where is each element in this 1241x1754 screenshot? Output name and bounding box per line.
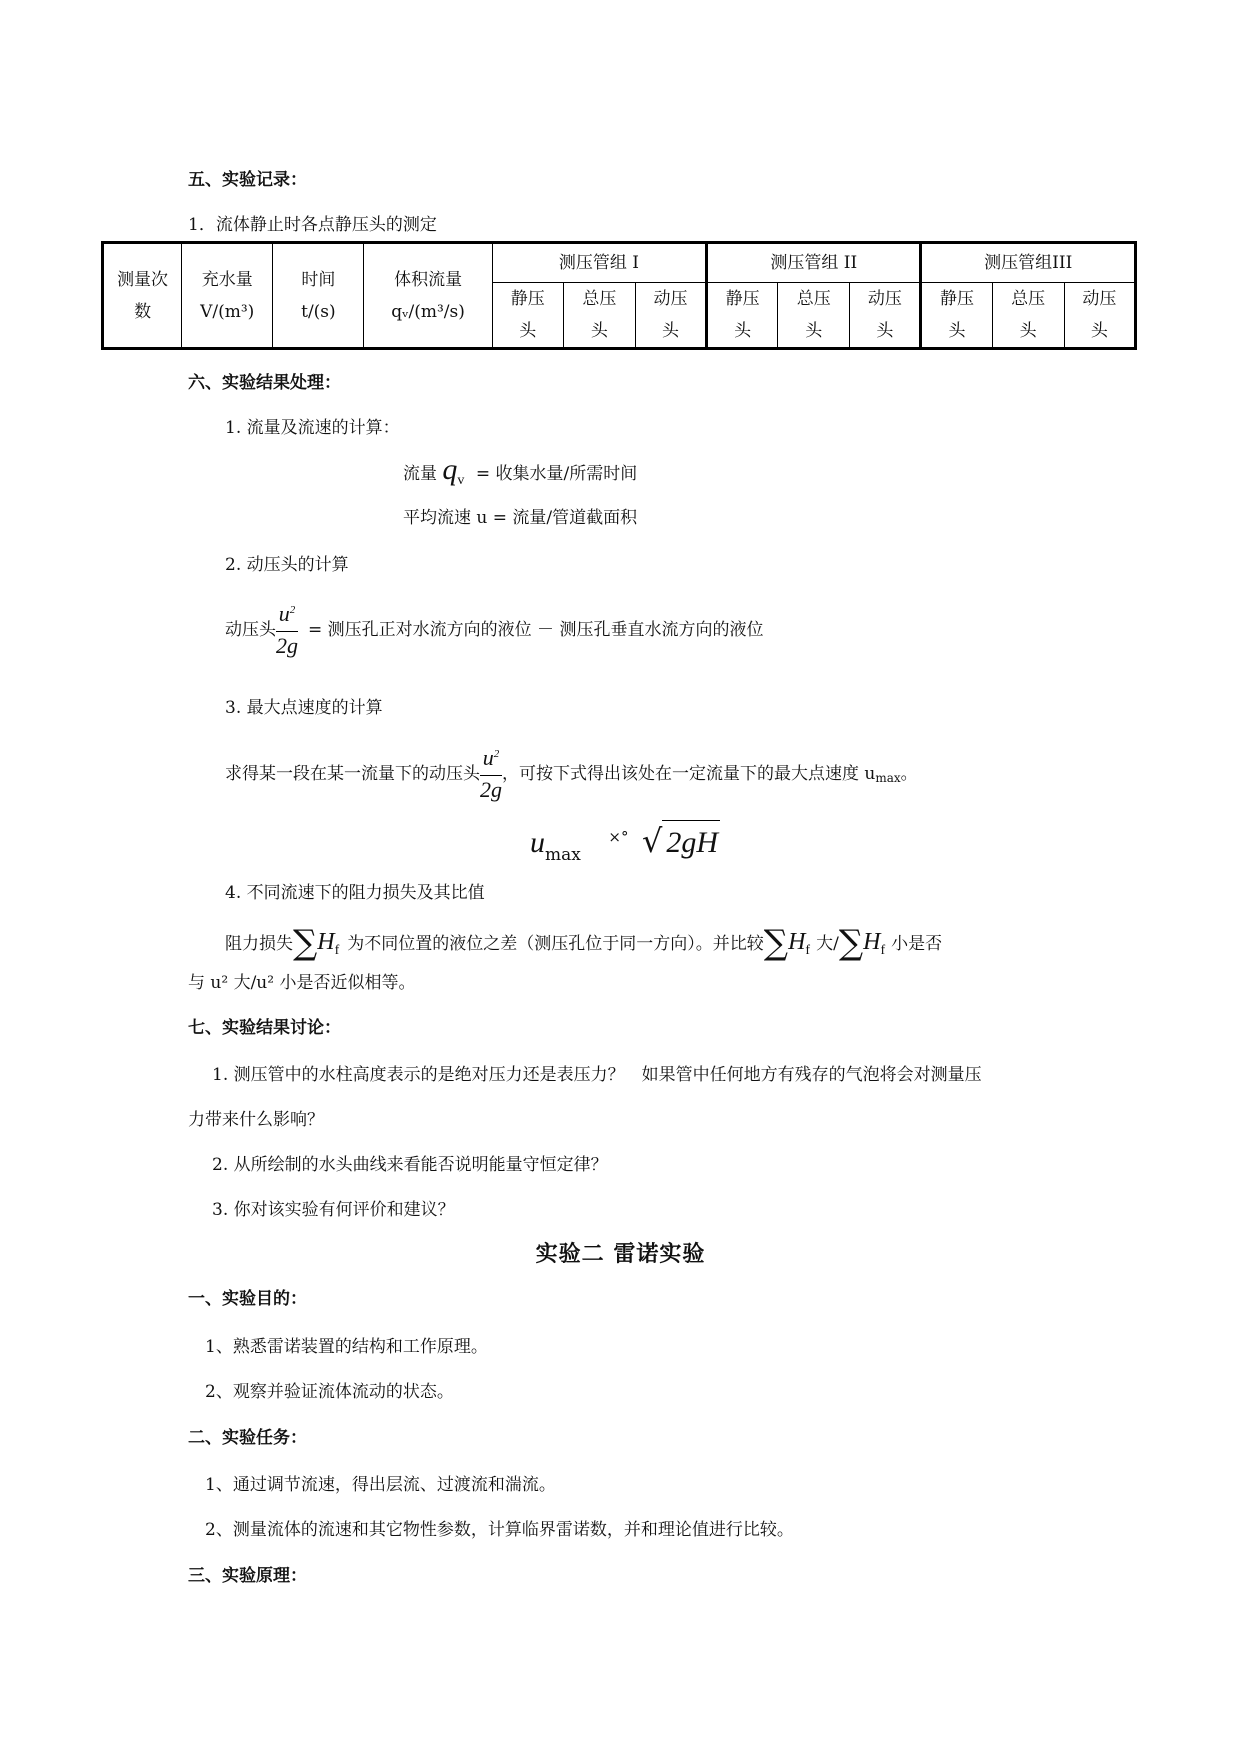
sub-dynamic-3: 动压 头 [1064, 283, 1135, 349]
umax-fraction [480, 745, 502, 804]
velocity-equation: 平均流速 u = 流量/管道截面积 [403, 508, 638, 528]
record-table [101, 241, 1137, 350]
sqrt-expression [642, 820, 720, 863]
loss-symbol: H [788, 929, 806, 955]
loss-line-2: 与 u² 大/u² 小是否近似相等。 [188, 973, 416, 993]
sub-total-2: 总压 头 [778, 283, 850, 349]
sum-icon: ∑ [293, 923, 318, 963]
record-item-1: 1．流体静止时各点静压头的测定 [188, 215, 437, 235]
loss-text-c: 大/ [816, 934, 839, 954]
sub-total-3: 总压 头 [992, 283, 1064, 349]
processing-item-4: 4. 不同流速下的阻力损失及其比值 [225, 883, 485, 903]
section-heading-purpose: 一、实验目的： [188, 1289, 307, 1309]
header-measure-count [103, 243, 182, 349]
section-heading-tasks: 二、实验任务： [188, 1428, 307, 1448]
dynamic-head-rhs: = 测压孔正对水流方向的液位 － 测压孔垂直水流方向的液位 [308, 620, 764, 640]
sum-icon: ∑ [838, 923, 864, 963]
fraction-numerator-exponent: 2 [289, 603, 296, 616]
discussion-q1-line2: 力带来什么影响？ [188, 1110, 324, 1130]
dynamic-head-fraction [276, 601, 298, 660]
umax-text-a: 求得某一段在某一流量下的动压头 [225, 764, 480, 784]
umax-fraction-numerator: u [482, 744, 494, 770]
sub-dynamic-2: 动压 头 [850, 283, 921, 349]
header-volume-flow [364, 243, 492, 349]
header-fill-volume-line2: V/(m³) [200, 301, 255, 322]
umax-symbol-sub: max [545, 845, 581, 865]
flow-symbol-sub: v [457, 473, 465, 488]
header-group-3: 测压管组III [921, 243, 1136, 283]
loss-text-d: 小是否 [891, 934, 943, 954]
sub-static-1: 静压 头 [492, 283, 563, 349]
loss-symbol: H [317, 929, 335, 955]
header-volume-flow-line1: 体积流量 [394, 269, 463, 290]
section-heading-discussion: 七、实验结果讨论： [188, 1018, 341, 1038]
loss-line-1 [225, 923, 943, 963]
umax-text-sub: max [875, 771, 901, 785]
header-fill-volume-line1: 充水量 [201, 269, 253, 290]
umax-description [225, 742, 918, 806]
header-volume-flow-line2: qᵥ/(m³/s) [391, 301, 465, 322]
purpose-item-1: 1、熟悉雷诺装置的结构和工作原理。 [205, 1337, 488, 1357]
experiment2-title: 实验二 雷诺实验 [535, 1241, 706, 1267]
loss-text-a: 阻力损失 [225, 934, 293, 954]
sub-total-1: 总压 头 [563, 283, 635, 349]
loss-symbol-sub: f [805, 943, 811, 958]
processing-item-1: 1. 流量及流速的计算： [225, 418, 400, 438]
sub-static-2: 静压 头 [707, 283, 778, 349]
umax-symbol: u [530, 826, 545, 859]
header-fill-volume [182, 243, 273, 349]
flow-label: 流量 [403, 464, 437, 484]
section-heading-principle: 三、实验原理： [188, 1566, 307, 1586]
flow-equation [403, 453, 638, 488]
sqrt-icon: √ [642, 822, 663, 860]
processing-item-3: 3. 最大点速度的计算 [225, 698, 383, 718]
umax-text-end: 。 [900, 764, 918, 784]
discussion-q3: 3. 你对该实验有何评价和建议？ [212, 1200, 455, 1220]
purpose-item-2: 2、观察并验证流体流动的状态。 [205, 1382, 454, 1402]
sub-dynamic-1: 动压 头 [635, 283, 706, 349]
dynamic-head-equation [225, 598, 763, 662]
umax-formula [530, 820, 720, 867]
sqrt-radicand: 2gH [662, 820, 720, 863]
processing-item-2: 2. 动压头的计算 [225, 555, 349, 575]
sum-icon: ∑ [763, 923, 789, 963]
fraction-numerator: u [278, 600, 290, 626]
loss-text-b: 为不同位置的液位之差（测压孔位于同一方向）。并比较 [347, 934, 764, 954]
fraction-denominator: 2g [276, 632, 298, 658]
tasks-item-2: 2、测量流体的流速和其它物性参数，计算临界雷诺数，并和理论值进行比较。 [205, 1520, 794, 1540]
tasks-item-1: 1、通过调节流速，得出层流、过渡流和湍流。 [205, 1475, 556, 1495]
loss-symbol-sub: f [880, 943, 886, 958]
header-time-line2: t/(s) [301, 301, 336, 322]
header-measure-count-line2: 数 [134, 301, 152, 322]
flow-symbol: q [442, 453, 458, 486]
dynamic-head-label: 动压头 [225, 620, 276, 640]
umax-text-b: ，可按下式得出该处在一定流量下的最大点速度 u [502, 764, 876, 784]
section-heading-processing: 六、实验结果处理： [188, 373, 341, 393]
umax-operator: ×° [608, 828, 629, 846]
header-group-1: 测压管组 I [492, 243, 706, 283]
header-time-line1: 时间 [301, 269, 336, 290]
header-time [273, 243, 364, 349]
sub-static-3: 静压 头 [921, 283, 992, 349]
loss-symbol-sub: f [334, 943, 340, 958]
flow-rhs: = 收集水量/所需时间 [475, 464, 638, 484]
discussion-q1-line1: 1. 测压管中的水柱高度表示的是绝对压力还是表压力？ 如果管中任何地方有残存的气泡将会对测量压 [212, 1065, 982, 1085]
discussion-q2: 2. 从所绘制的水头曲线来看能否说明能量守恒定律？ [212, 1155, 608, 1175]
section-heading-records: 五、实验记录： [188, 170, 307, 190]
header-measure-count-line1: 测量次 [117, 269, 169, 290]
umax-fraction-denominator: 2g [480, 776, 502, 802]
loss-symbol: H [863, 929, 881, 955]
umax-fraction-exponent: 2 [493, 747, 500, 760]
header-group-2: 测压管组 II [707, 243, 921, 283]
